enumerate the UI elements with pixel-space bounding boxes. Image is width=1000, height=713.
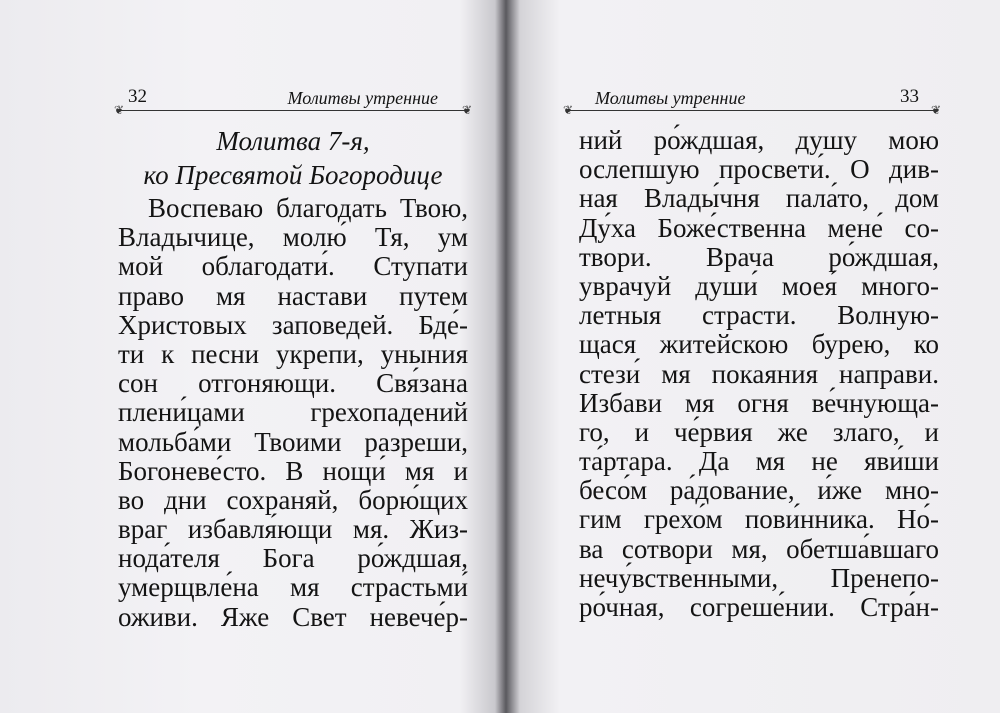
text-line: право мя настави путем: [118, 280, 468, 311]
text-line: летныя страсти. Волную-: [579, 300, 939, 331]
right-running-title: Молитвы утренние: [595, 88, 746, 108]
left-body-text: [118, 194, 468, 632]
text-line: Владычице, молю́ Тя, ум: [118, 222, 468, 253]
text-line: стези́ мя покаяния направи.: [579, 358, 939, 389]
text-line: го, и че́рвия же злаго, и: [579, 416, 939, 447]
text-line: Богоневе́сто. В нощи́ мя и: [118, 455, 468, 486]
text-line: во дни сохраняй, борю́щих: [118, 484, 468, 515]
text-line: щася житейскою бурею, ко: [579, 329, 939, 360]
text-line: та́ртара. Да мя не яви́ши: [579, 446, 939, 477]
text-line: плени́цами грехопадений: [118, 397, 468, 428]
text-line: сон отгоняющи. Свя́зана: [118, 368, 468, 399]
text-line: уврачуй души́ моея́ много-: [579, 270, 939, 301]
text-line: ро́чная, согреше́нии. Стра́н-: [579, 592, 939, 622]
ornament-icon: ❦: [930, 103, 941, 117]
text-line: твори. Врача ро́ждшая,: [579, 241, 939, 272]
right-running-header: [563, 86, 941, 117]
text-line: ва сотвори мя, обетша́вшаго: [579, 533, 939, 564]
text-line: умерщвле́на мя страстьми́: [118, 572, 468, 603]
text-line: ти к песни укрепи, уныния: [118, 338, 468, 369]
text-line: нода́теля Бога ро́ждшая,: [118, 543, 468, 574]
prayer-title-line: ко Пресвятой Богородице: [143, 160, 443, 190]
text-line: Христовых заповедей. Бде́-: [118, 309, 468, 340]
text-line: Ду́ха Боже́ственна мене́ со-: [579, 212, 939, 243]
left-page-number: 32: [128, 86, 147, 107]
text-line: Избави мя огня ве́чнующа-: [579, 387, 939, 418]
right-page: [515, 0, 1000, 713]
ornament-icon: ❦: [461, 103, 472, 117]
prayer-title-line: Молитва 7-я,: [216, 126, 370, 156]
text-line: Воспеваю благодать Твою,: [148, 193, 468, 223]
left-running-header: [114, 86, 472, 117]
text-line: мольба́ми Твоими разреши,: [118, 426, 468, 457]
text-line: ная Влады́чня пала́то, дом: [579, 183, 939, 214]
left-header-rule: [118, 110, 468, 111]
right-header-rule: [567, 110, 937, 111]
right-page-number: 33: [900, 86, 919, 107]
right-body-text: [579, 126, 939, 622]
text-line: нечу́вственными, Пренепо-: [579, 562, 939, 593]
text-line: гим грехо́м пови́нника. Но́-: [579, 504, 939, 535]
text-line: ний ро́ждшая, душу мою: [579, 125, 939, 155]
text-line: бесо́м ра́дование, и́же мно-: [579, 475, 939, 506]
left-running-title: Молитвы утренние: [287, 88, 438, 108]
text-line: оживи. Яже Свет невече́р-: [118, 601, 468, 632]
text-line: враг избавля́ющи мя. Жиз-: [118, 514, 468, 545]
ornament-icon: ❦: [563, 103, 574, 117]
ornament-icon: ❦: [114, 103, 125, 117]
text-line: мой облагодати́. Ступати: [118, 251, 468, 282]
prayer-title: [118, 124, 468, 192]
text-line: ослепшую просвети́. О див-: [579, 154, 939, 185]
